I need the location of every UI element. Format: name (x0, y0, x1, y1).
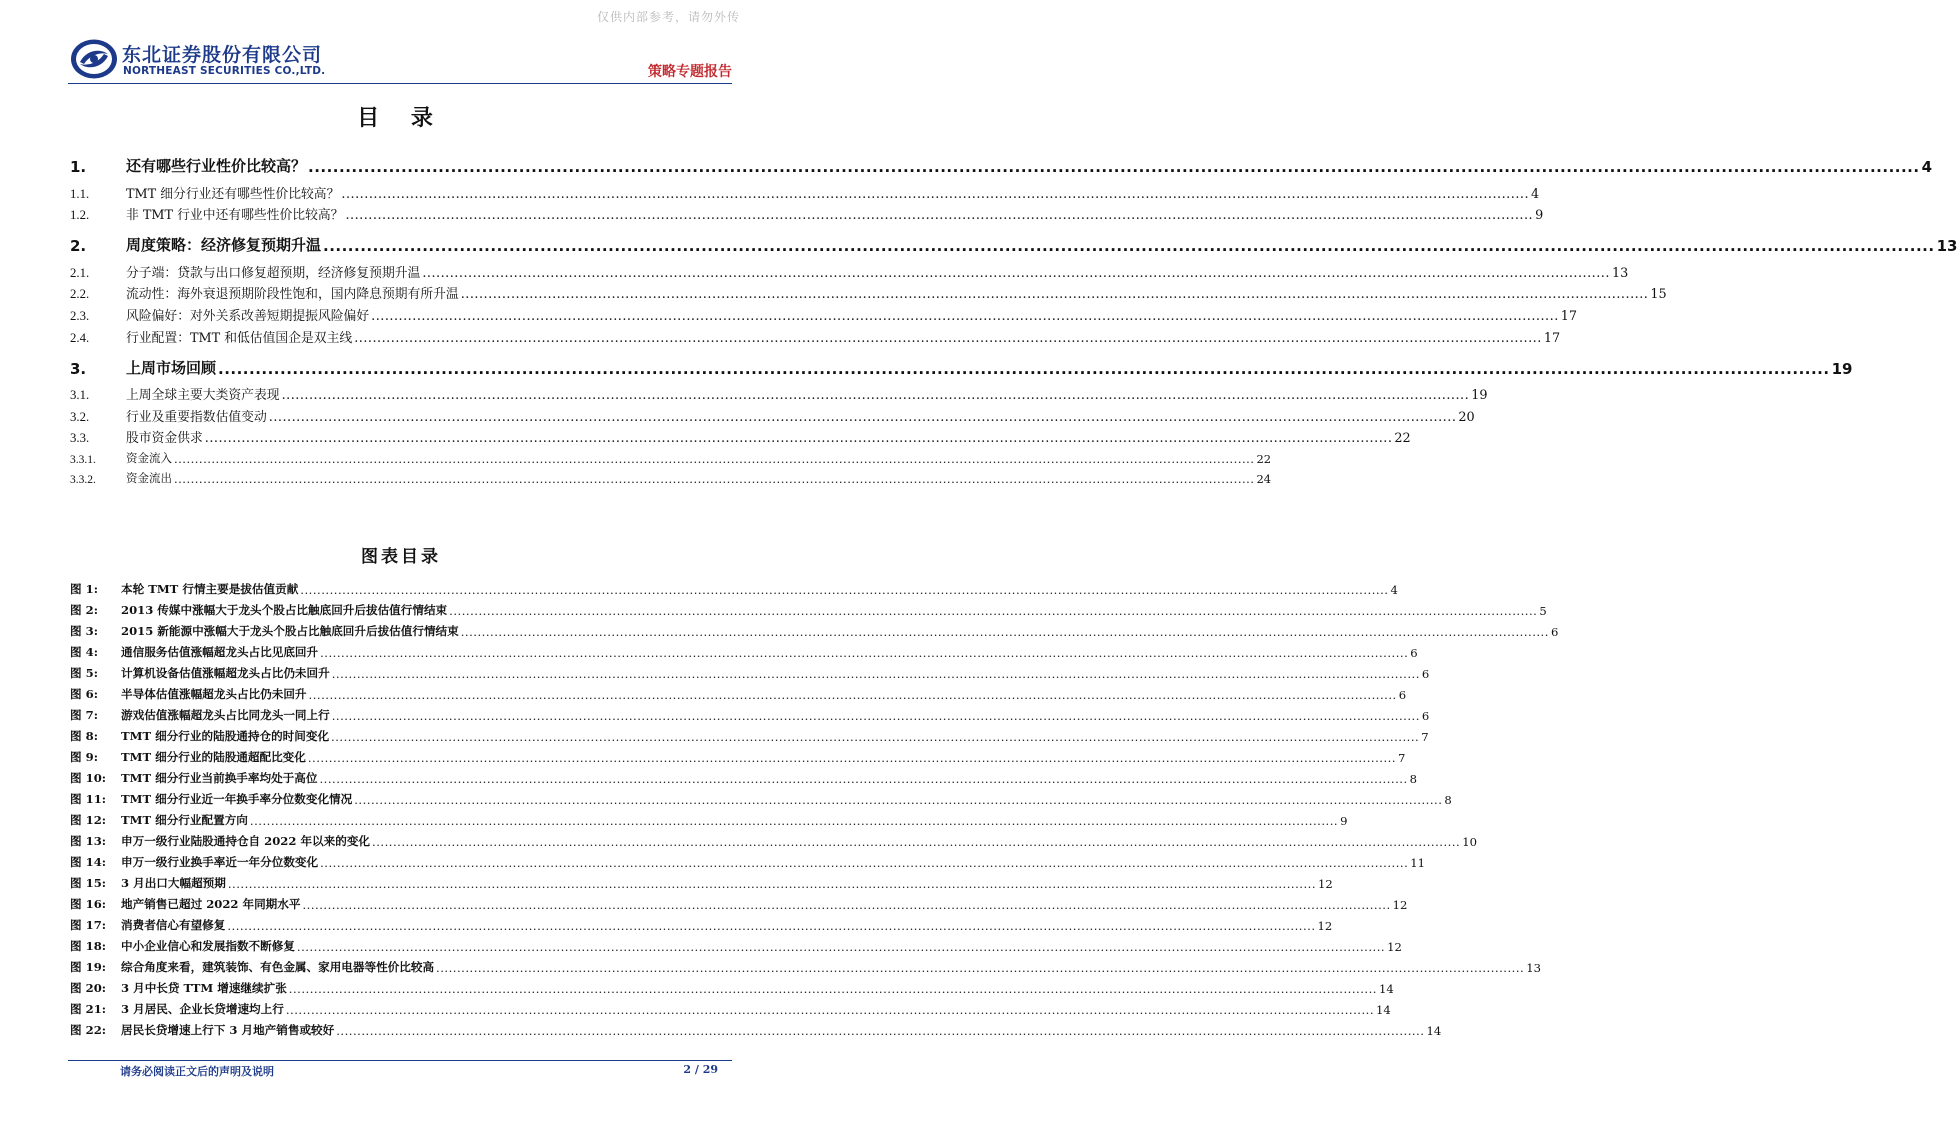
toc-entry-title: 周度策略：经济修复预期升温 (126, 236, 322, 255)
figure-entry[interactable] (70, 870, 1333, 891)
toc-entry-number: 3.1. (70, 388, 90, 403)
toc-entry-page: 17 (1543, 330, 1561, 346)
figure-title: 3 月出口大幅超预期 (121, 876, 226, 890)
dot-leader (205, 431, 1393, 446)
dot-leader (436, 961, 1524, 975)
dot-leader (282, 388, 1470, 403)
toc-entry-title: 分子端：贷款与出口修复超预期，经济修复预期升温 (126, 265, 421, 281)
figure-number: 图 1: (70, 582, 98, 596)
figure-title: 游戏估值涨幅超龙头占比同龙头一同上行 (121, 708, 330, 722)
dot-leader (300, 583, 1388, 597)
toc-entry-1-2[interactable] (70, 202, 1544, 224)
dot-leader (461, 287, 1649, 302)
dot-leader (174, 452, 1254, 466)
toc-entry-number: 2.4. (70, 330, 90, 345)
dot-leader (308, 158, 1920, 176)
toc-entry-3-1[interactable] (70, 382, 1488, 404)
figure-page: 5 (1539, 604, 1547, 618)
toc-entry-number: 3.3.1. (70, 454, 96, 467)
figure-title: 地产销售已超过 2022 年同期水平 (121, 897, 301, 911)
figure-number: 图 4: (70, 645, 98, 659)
figure-page: 14 (1376, 1003, 1391, 1017)
toc-entry-title: 流动性：海外衰退预期阶段性饱和，国内降息预期有所升温 (126, 287, 459, 303)
figure-entry[interactable] (70, 576, 1398, 597)
figure-number: 图 9: (70, 750, 98, 764)
figure-entry[interactable] (70, 681, 1407, 702)
figure-page: 13 (1526, 961, 1541, 975)
dot-leader (289, 982, 1377, 996)
toc-title: 目 录 (357, 106, 445, 131)
toc-entry-number: 3.3. (70, 431, 90, 446)
figure-entry[interactable] (70, 723, 1429, 744)
toc-entry-1[interactable] (70, 146, 1932, 176)
toc-entry-2-4[interactable] (70, 324, 1561, 346)
figure-entry[interactable] (70, 744, 1406, 765)
dot-leader (345, 208, 1533, 223)
figure-title: 2015 新能源中涨幅大于龙头个股占比触底回升后拔估值行情结束 (121, 624, 459, 638)
figure-entry[interactable] (70, 891, 1408, 912)
toc-entry-1-1[interactable] (70, 180, 1540, 202)
figure-page: 14 (1426, 1024, 1442, 1038)
figure-title: TMT 细分行业的陆股通超配比变化 (121, 750, 306, 764)
figure-entry[interactable] (70, 660, 1430, 681)
toc-entry-page: 22 (1256, 452, 1272, 467)
figure-entry[interactable] (70, 912, 1333, 933)
dot-leader (297, 940, 1385, 954)
dot-leader (372, 835, 1460, 849)
dot-leader (461, 625, 1549, 639)
dot-leader (336, 1024, 1424, 1038)
toc-entry-title: 上周全球主要大类资产表现 (126, 388, 280, 404)
figure-number: 图 13: (70, 834, 107, 848)
figure-page: 6 (1550, 625, 1559, 639)
figure-title: 半导体估值涨幅超龙头占比仍未回升 (121, 687, 307, 701)
toc-entry-3-3-2[interactable] (70, 466, 1272, 487)
dot-leader (218, 360, 1830, 378)
figure-title: TMT 细分行业近一年换手率分位数变化情况 (121, 792, 353, 806)
company-logo-icon (70, 38, 118, 80)
figure-number: 图 17: (70, 918, 107, 932)
toc-entry-2-2[interactable] (70, 281, 1667, 303)
figure-page: 7 (1398, 751, 1406, 765)
company-name-en: NORTHEAST SECURITIES CO.,LTD. (123, 65, 326, 77)
figure-page: 11 (1410, 856, 1426, 870)
footer-disclaimer: 请务必阅读正文后的声明及说明 (120, 1065, 274, 1078)
figure-page: 4 (1390, 583, 1398, 597)
dot-leader (319, 772, 1407, 786)
dot-leader (354, 793, 1442, 807)
figure-entry[interactable] (70, 954, 1541, 975)
figure-page: 7 (1421, 730, 1429, 744)
figure-page: 12 (1387, 940, 1402, 954)
figure-number: 图 16: (70, 897, 107, 911)
figure-page: 8 (1409, 772, 1418, 786)
toc-entry-number: 2. (70, 237, 87, 256)
toc-entry-number: 3.3.2. (70, 474, 96, 487)
figure-title: 消费者信心有望修复 (121, 918, 226, 932)
toc-entry-3[interactable] (70, 348, 1853, 378)
dot-leader (269, 410, 1457, 425)
figure-entry[interactable] (70, 1017, 1442, 1038)
figure-number: 图 5: (70, 666, 98, 680)
figure-number: 图 19: (70, 960, 107, 974)
toc-entry-number: 3.2. (70, 409, 90, 424)
toc-entry-3-3-1[interactable] (70, 446, 1272, 467)
figure-title: 申万一级行业换手率近一年分位数变化 (121, 855, 319, 869)
toc-entry-page: 22 (1394, 431, 1411, 447)
figure-entry[interactable] (70, 618, 1559, 639)
toc-entry-page: 13 (1611, 265, 1629, 281)
figure-title: 本轮 TMT 行情主要是拔估值贡献 (121, 582, 299, 596)
figure-entry[interactable] (70, 975, 1394, 996)
figure-entry[interactable] (70, 765, 1418, 786)
dot-leader (331, 730, 1419, 744)
figure-title: 3 月中长贷 TTM 增速继续扩张 (121, 981, 287, 995)
figure-page: 8 (1444, 793, 1452, 807)
figure-page: 6 (1421, 709, 1430, 723)
toc-entry-title: 资金流入 (126, 451, 172, 466)
company-name-cn: 东北证券股份有限公司 (122, 44, 323, 66)
figure-entry[interactable] (70, 786, 1452, 807)
figure-list-title: 图表目录 (361, 547, 441, 567)
toc-entry-number: 1.2. (70, 208, 90, 223)
figure-entry[interactable] (70, 828, 1477, 849)
toc-entry-2-1[interactable] (70, 259, 1629, 281)
figure-title: 综合角度来看，建筑装饰、有色金属、家用电器等性价比较高 (121, 960, 435, 974)
figure-page: 12 (1318, 877, 1333, 891)
toc-entry-number: 3. (70, 359, 87, 378)
dot-leader (174, 472, 1254, 486)
figure-number: 图 12: (70, 813, 107, 827)
figure-list (70, 576, 1559, 1038)
toc-entry-2-3[interactable] (70, 302, 1578, 324)
figure-number: 图 3: (70, 624, 98, 638)
dot-leader (227, 919, 1315, 933)
toc-entry-title: 资金流出 (126, 471, 172, 486)
dot-leader (371, 309, 1559, 324)
toc-entry-number: 2.1. (70, 265, 90, 280)
figure-entry[interactable] (70, 597, 1547, 618)
header-divider (68, 83, 732, 84)
toc-entry-number: 2.2. (70, 287, 90, 302)
figure-entry[interactable] (70, 639, 1418, 660)
figure-number: 图 22: (70, 1023, 107, 1037)
toc-entry-page: 20 (1458, 409, 1475, 425)
figure-title: TMT 细分行业配置方向 (121, 813, 248, 827)
dot-leader (323, 237, 1935, 255)
toc-entry-title: 还有哪些行业性价比较高？ (126, 157, 307, 175)
figure-number: 图 15: (70, 876, 107, 890)
figure-page: 9 (1340, 814, 1348, 828)
toc-entry-page: 4 (1531, 186, 1540, 202)
figure-title: 申万一级行业陆股通持仓自 2022 年以来的变化 (121, 834, 371, 848)
figure-number: 图 10: (70, 771, 107, 785)
figure-title: 通信服务估值涨幅超龙头占比见底回升 (121, 645, 319, 659)
dot-leader (449, 604, 1537, 618)
figure-entry[interactable] (70, 996, 1391, 1017)
toc-entry-page: 13 (1936, 237, 1957, 256)
figure-number: 图 2: (70, 603, 98, 617)
toc-entry-number: 1. (70, 158, 87, 176)
dot-leader (309, 688, 1397, 702)
toc-entry-number: 2.3. (70, 308, 90, 323)
watermark: 仅供内部参考，请勿外传 (596, 10, 740, 24)
toc-entry-page: 19 (1831, 359, 1853, 378)
toc-entry-3-2[interactable] (70, 403, 1475, 425)
dot-leader (250, 814, 1338, 828)
figure-number: 图 11: (70, 792, 107, 806)
figure-entry[interactable] (70, 849, 1426, 870)
dot-leader (354, 331, 1542, 346)
figure-number: 图 6: (70, 687, 98, 701)
figure-title: TMT 细分行业当前换手率均处于高位 (121, 771, 318, 785)
figure-page: 6 (1421, 667, 1430, 681)
toc-entry-2[interactable] (70, 225, 1957, 256)
footer-divider (68, 1060, 732, 1061)
toc-entry-title: 行业及重要指数估值变动 (126, 409, 267, 425)
figure-page: 10 (1462, 835, 1477, 849)
dot-leader (422, 266, 1610, 281)
toc-entry-title: 风险偏好：对外关系改善短期提振风险偏好 (126, 308, 370, 324)
dot-leader (308, 751, 1396, 765)
figure-entry[interactable] (70, 933, 1402, 954)
toc-entry-page: 9 (1535, 208, 1544, 224)
figure-title: 2013 传媒中涨幅大于龙头个股占比触底回升后拔估值行情结束 (121, 603, 448, 617)
figure-number: 图 8: (70, 729, 98, 743)
dot-leader (332, 709, 1420, 723)
dot-leader (228, 877, 1316, 891)
figure-title: TMT 细分行业的陆股通持仓的时间变化 (121, 729, 330, 743)
dot-leader (302, 898, 1390, 912)
dot-leader (332, 667, 1420, 681)
dot-leader (320, 646, 1408, 660)
toc-entry-title: 行业配置：TMT 和低估值国企是双主线 (126, 330, 353, 346)
figure-number: 图 14: (70, 855, 107, 869)
toc-entry-title: 股市资金供求 (126, 431, 203, 447)
toc-entry-number: 1.1. (70, 186, 90, 201)
figure-page: 12 (1392, 898, 1408, 912)
page-number: 2 / 29 (683, 1063, 718, 1076)
figure-title: 3 月居民、企业长贷增速均上行 (121, 1002, 284, 1016)
figure-title: 居民长贷增速上行下 3 月地产销售或较好 (121, 1023, 335, 1037)
figure-entry[interactable] (70, 702, 1430, 723)
figure-number: 图 7: (70, 708, 98, 722)
dot-leader (320, 856, 1408, 870)
dot-leader (286, 1003, 1374, 1017)
toc-entry-page: 4 (1921, 158, 1932, 176)
report-type-label: 策略专题报告 (648, 64, 732, 80)
figure-page: 12 (1317, 919, 1333, 933)
figure-page: 6 (1410, 646, 1418, 660)
toc-entry-title: 上周市场回顾 (126, 358, 217, 377)
table-of-contents (70, 144, 1957, 487)
toc-entry-page: 17 (1560, 308, 1578, 324)
toc-entry-title: TMT 细分行业还有哪些性价比较高？ (126, 186, 340, 202)
figure-page: 6 (1398, 688, 1407, 702)
toc-entry-page: 24 (1256, 472, 1272, 487)
figure-number: 图 21: (70, 1002, 107, 1016)
figure-entry[interactable] (70, 807, 1348, 828)
toc-entry-title: 非 TMT 行业中还有哪些性价比较高？ (126, 208, 344, 224)
figure-number: 图 20: (70, 981, 107, 995)
figure-title: 计算机设备估值涨幅超龙头占比仍未回升 (121, 666, 330, 680)
toc-entry-3-3[interactable] (70, 425, 1411, 447)
figure-page: 14 (1378, 982, 1394, 996)
toc-entry-page: 15 (1650, 287, 1667, 303)
figure-title: 中小企业信心和发展指数不断修复 (121, 939, 295, 953)
toc-entry-page: 19 (1471, 388, 1488, 404)
figure-number: 图 18: (70, 939, 107, 953)
dot-leader (341, 187, 1529, 202)
